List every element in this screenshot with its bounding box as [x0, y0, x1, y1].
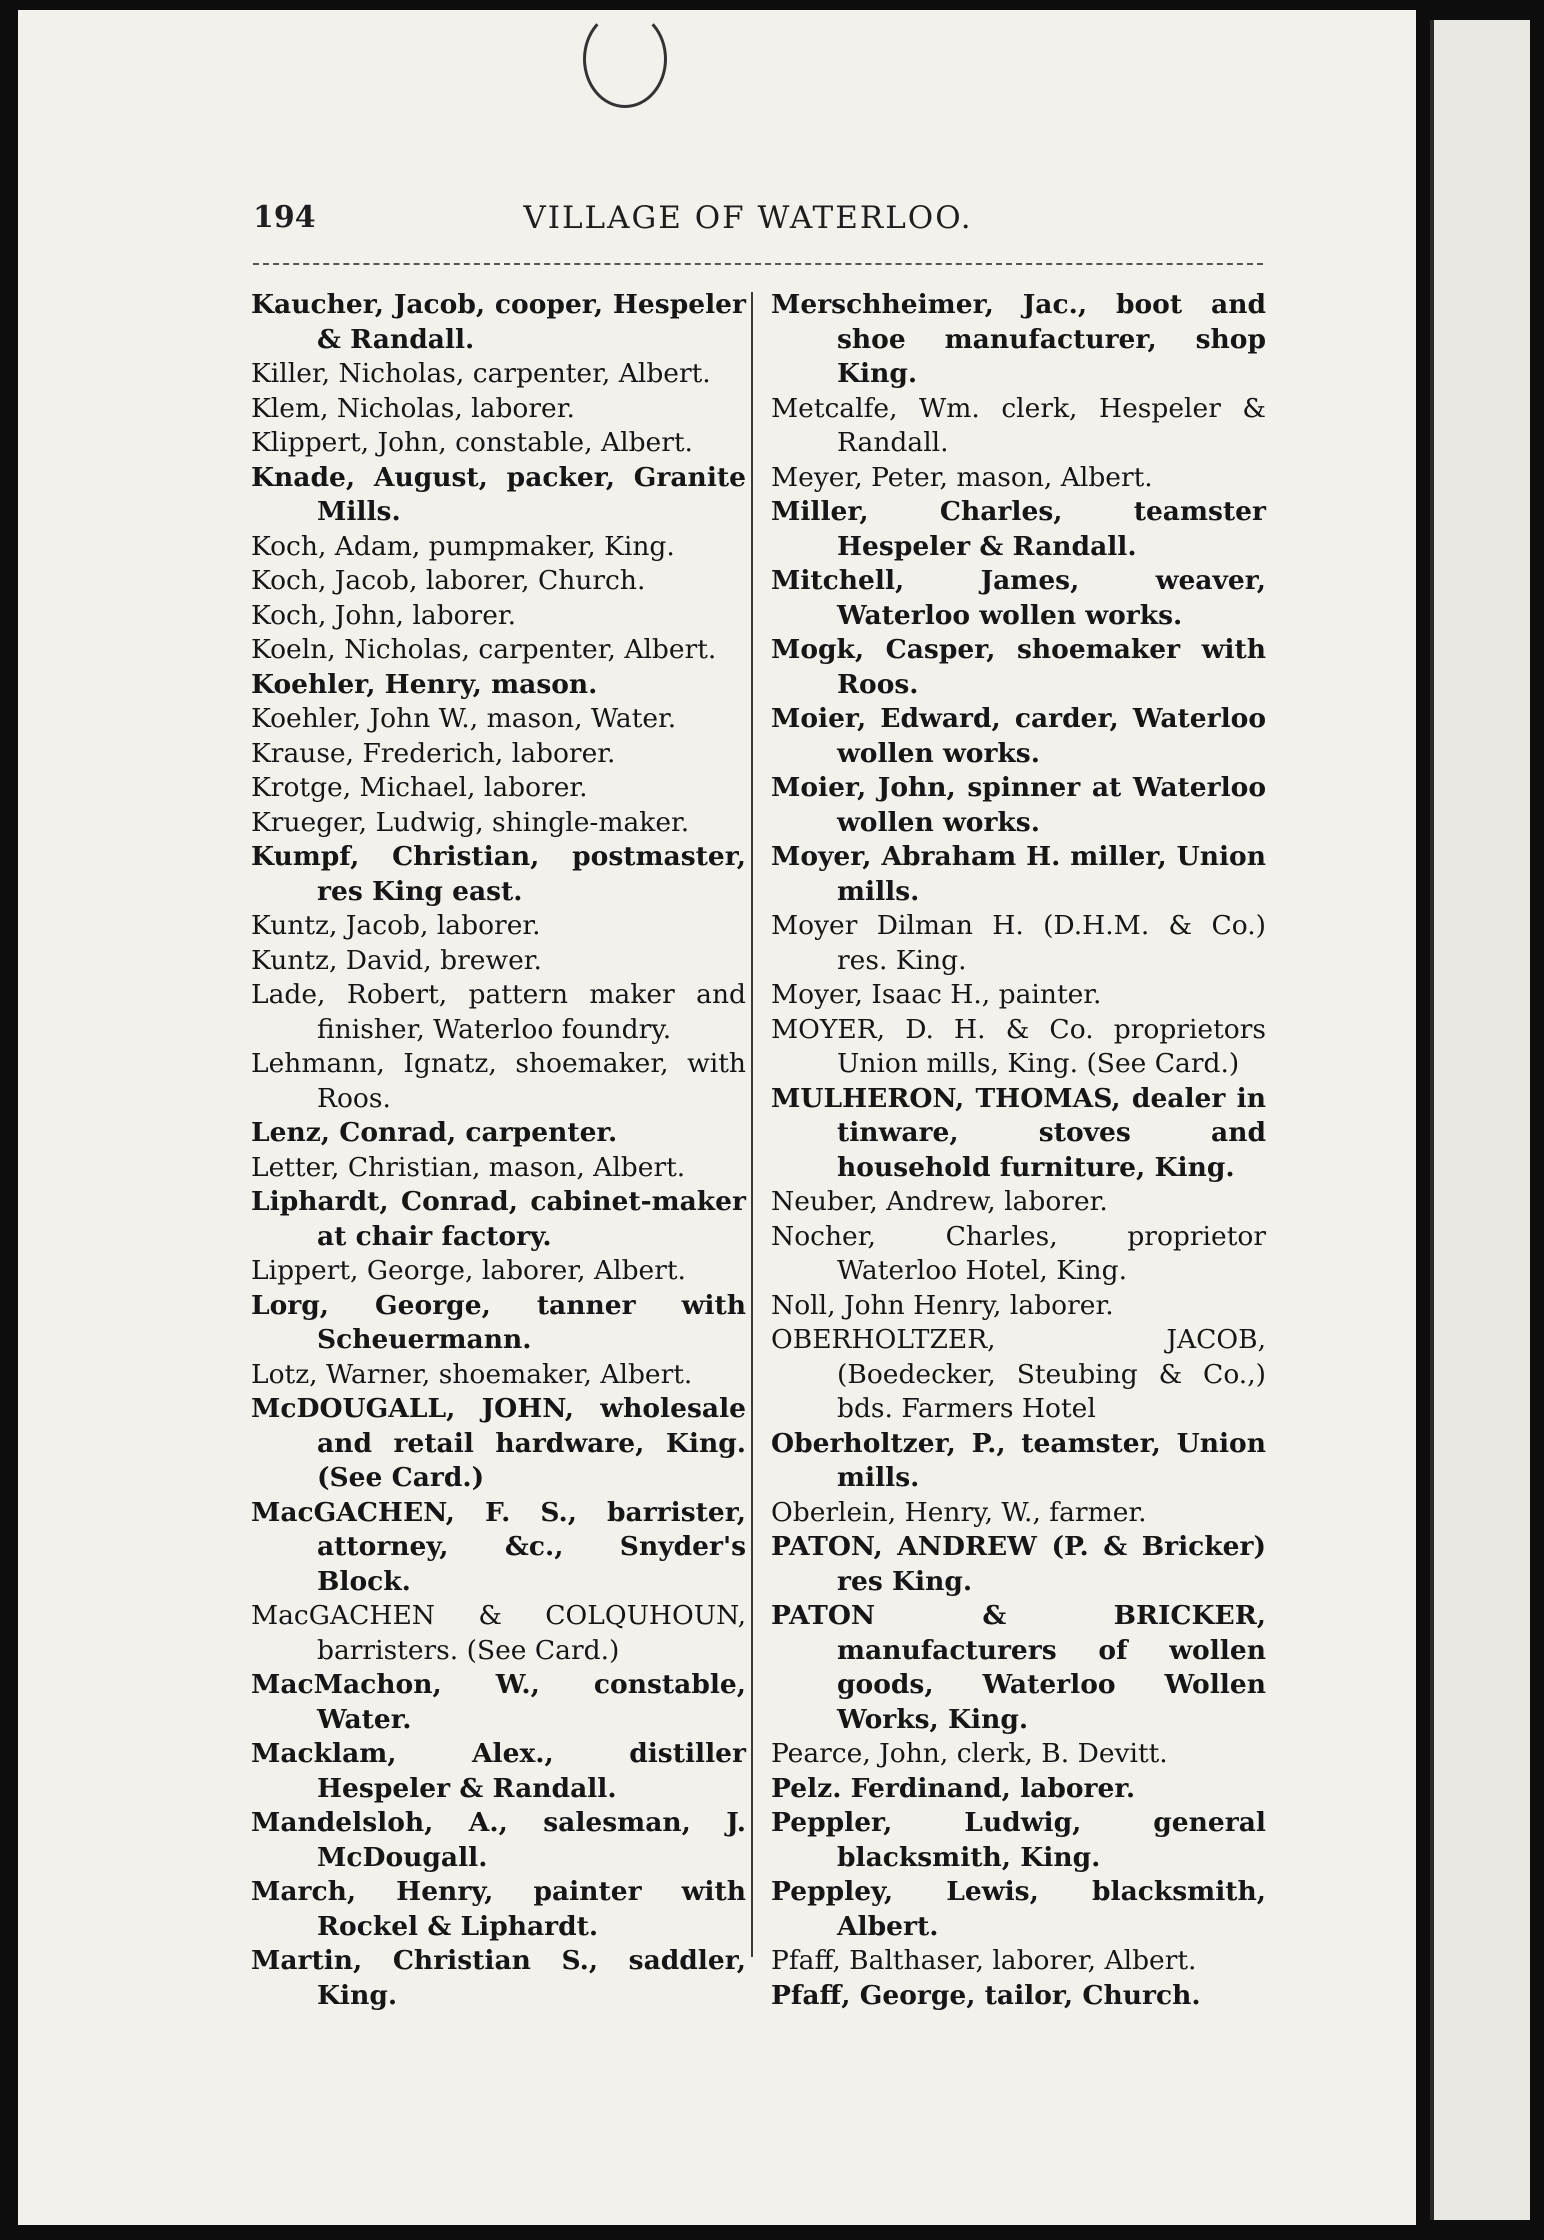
- directory-entry: Noll, John Henry, laborer.: [771, 1289, 1114, 1321]
- directory-entry: Liphardt, Conrad, cabinet-maker at chair factory.: [251, 1186, 746, 1252]
- directory-entry: Oberholtzer, P., teamster, Union mills.: [771, 1427, 1266, 1493]
- directory-entry: Killer, Nicholas, carpenter, Albert.: [251, 358, 711, 389]
- directory-entry: Meyer, Peter, mason, Albert.: [771, 461, 1153, 493]
- directory-entry: Koehler, Henry, mason.: [251, 668, 598, 700]
- directory-entry: Lehmann, Ignatz, shoemaker, with Roos.: [251, 1048, 746, 1114]
- directory-entry: Oberlein, Henry, W., farmer.: [771, 1496, 1147, 1528]
- directory-entry: Knade, August, packer, Granite Mills.: [251, 461, 746, 527]
- directory-entry: Klem, Nicholas, laborer.: [251, 392, 575, 424]
- directory-entry: Koehler, John W., mason, Water.: [251, 703, 677, 734]
- directory-entry: Koch, John, laborer.: [251, 599, 517, 631]
- adjacent-page-edge: [1430, 20, 1530, 2220]
- directory-entry: March, Henry, painter with Rockel & Liphardt.: [251, 1876, 746, 1942]
- directory-entry: McDOUGALL, JOHN, wholesale and retail hardware, King. (See Card.): [251, 1393, 746, 1493]
- directory-entry: Mandelsloh, A., salesman, J. McDougall.: [251, 1807, 746, 1873]
- directory-entry: Moier, John, spinner at Waterloo wollen works.: [771, 772, 1266, 838]
- directory-entry: Krueger, Ludwig, shingle-maker.: [251, 806, 690, 838]
- directory-entry: Lorg, George, tanner with Scheuermann.: [251, 1289, 746, 1355]
- directory-entry: Pfaff, Balthaser, laborer, Albert.: [771, 1945, 1197, 1976]
- directory-entry: Moyer, Abraham H. miller, Union mills.: [771, 841, 1266, 907]
- book-page: [18, 10, 1416, 2225]
- directory-entry: Metcalfe, Wm. clerk, Hespeler & Randall.: [771, 392, 1266, 458]
- directory-entry: Kuntz, David, brewer.: [251, 944, 542, 976]
- directory-entry: Pelz. Ferdinand, laborer.: [771, 1772, 1136, 1804]
- directory-entry: Nocher, Charles, proprietor Waterloo Hotel, King.: [771, 1220, 1266, 1286]
- directory-entry: Martin, Christian S., saddler, King.: [251, 1945, 746, 2011]
- directory-entry: Moyer Dilman H. (D.H.M. & Co.) res. King.: [771, 910, 1266, 976]
- directory-entry: Pearce, John, clerk, B. Devitt.: [771, 1738, 1168, 1769]
- directory-entry: Moyer, Isaac H., painter.: [771, 979, 1102, 1010]
- directory-entry: Pfaff, George, tailor, Church.: [771, 1979, 1201, 2011]
- directory-entry: Koch, Adam, pumpmaker, King.: [251, 530, 675, 562]
- page-number: 194: [253, 200, 316, 235]
- directory-entry: PATON & BRICKER, manufacturers of wollen goods, Waterloo Wollen Works, King.: [771, 1600, 1266, 1735]
- right-column: [771, 288, 1266, 2013]
- directory-entry: Mitchell, James, weaver, Waterloo wollen works.: [771, 565, 1266, 631]
- running-title: VILLAGE OF WATERLOO.: [523, 200, 973, 236]
- directory-entry: Mogk, Casper, shoemaker with Roos.: [771, 634, 1266, 700]
- directory-entry: Klippert, John, constable, Albert.: [251, 427, 693, 458]
- directory-entry: Kaucher, Jacob, cooper, Hespeler & Randall.: [251, 289, 746, 355]
- directory-entry: Krotge, Michael, laborer.: [251, 772, 588, 803]
- directory-entry: Kumpf, Christian, postmaster, res King east.: [251, 841, 746, 907]
- directory-entry: Kuntz, Jacob, laborer.: [251, 910, 541, 941]
- directory-entry: Moier, Edward, carder, Waterloo wollen works.: [771, 703, 1266, 769]
- directory-entry: Lenz, Conrad, carpenter.: [251, 1117, 618, 1148]
- directory-entry: MULHERON, THOMAS, dealer in tinware, stoves and household furniture, King.: [771, 1082, 1266, 1183]
- directory-entry: PATON, ANDREW (P. & Bricker) res King.: [771, 1531, 1266, 1597]
- directory-entry: OBERHOLTZER, JACOB, (Boedecker, Steubing & Co.,) bds. Farmers Hotel: [771, 1324, 1266, 1424]
- header-rule: [253, 263, 1263, 265]
- directory-entry: MOYER, D. H. & Co. proprietors Union mills, King. (See Card.): [771, 1013, 1266, 1079]
- directory-entry: Koch, Jacob, laborer, Church.: [251, 565, 646, 596]
- directory-entry: MacMachon, W., constable, Water.: [251, 1669, 746, 1735]
- directory-entry: Peppler, Ludwig, general blacksmith, King.: [771, 1807, 1266, 1873]
- punch-hole-mark: [583, 10, 667, 108]
- directory-entry: Letter, Christian, mason, Albert.: [251, 1151, 686, 1183]
- directory-entry: Neuber, Andrew, laborer.: [771, 1186, 1108, 1217]
- directory-entry: Macklam, Alex., distiller Hespeler & Randall.: [251, 1738, 746, 1804]
- directory-entry: Krause, Frederich, laborer.: [251, 737, 616, 769]
- column-divider: [751, 292, 753, 1957]
- directory-entry: Miller, Charles, teamster Hespeler & Randall.: [771, 496, 1266, 562]
- directory-entry: Peppley, Lewis, blacksmith, Albert.: [771, 1876, 1266, 1942]
- directory-entry: Lotz, Warner, shoemaker, Albert.: [251, 1358, 693, 1390]
- directory-entry: Lippert, George, laborer, Albert.: [251, 1255, 686, 1286]
- page-header: [233, 200, 1263, 250]
- directory-entry: MacGACHEN & COLQUHOUN, barristers. (See Card.): [251, 1600, 746, 1666]
- left-column: [251, 288, 746, 2013]
- directory-entry: Merschheimer, Jac., boot and shoe manufacturer, shop King.: [771, 289, 1266, 389]
- directory-entry: Lade, Robert, pattern maker and finisher, Waterloo foundry.: [251, 979, 746, 1045]
- directory-entry: MacGACHEN, F. S., barrister, attorney, &c., Snyder's Block.: [251, 1496, 746, 1597]
- directory-entry: Koeln, Nicholas, carpenter, Albert.: [251, 634, 717, 665]
